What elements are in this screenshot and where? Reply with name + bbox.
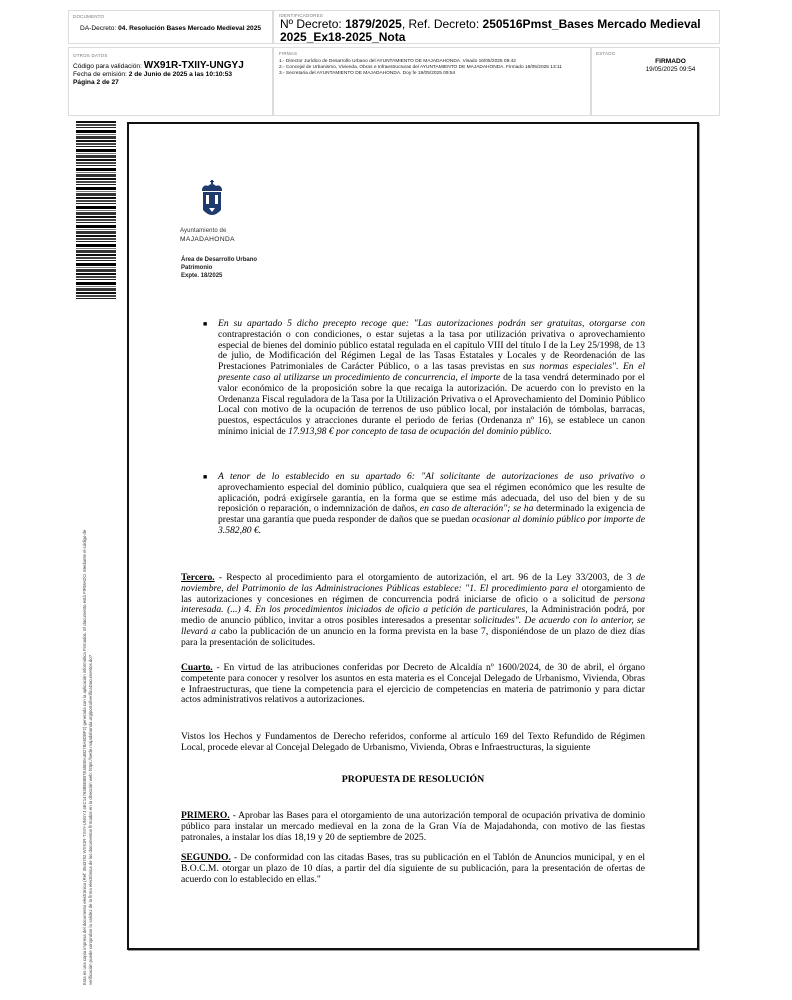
dept-name: Patrimonio [181, 265, 213, 271]
validation-code: WX91R-TXIIY-UNGYJ [143, 60, 244, 71]
side-text-line-2: verificación puede comprobar la validez de la firma electrónica de los documentos firmados en la dirección web: https://sede.majadahonda.org/portal/verificaDocumentos.do? [87, 654, 93, 985]
paragraph-vistos: Vistos los Hechos y Fundamentos de Derecho referidos, conforme al artículo 169 del Texto Refundido de Régimen Local, procede elevar al Concejal Delegado de Urbanismo, Vivienda, Obras e Infraestructuras, la siguiente [181, 731, 645, 753]
text-span: de la tasa vendrá determinado por el valor económico de la proposición sobre la que recaiga la autorización. De acuerdo con lo previsto en la Ordenanza Fiscal reguladora de la Tasa por la Utilización Privativa o el Aprovechamiento del Dominio Público Local con motivo de la ocupación de terrenos de uso público local, por instalación de tómbolas, barracas, puestos, espectáculos y atracciones durante el periodo de ferias (Ordenanza nº 16), se establece un canon mínimo inicial de [218, 371, 645, 437]
municipal-crest-icon [200, 180, 224, 220]
text-span: - Respecto al procedimiento para el otorgamiento de autorización, el art. 96 de la Ley 33/2003, de 3 [214, 572, 636, 583]
side-text-line-1: Esta es una copia impresa del documento electrónico (Ref: 3543752 WX91R-TXIIY-UNGYJ 4EC14763B5E8B7E45EBA4B27BA8DBF2) generada con la aplicación informática Firmadoc. El documento está FIRMADO. Mediante el código de [82, 529, 87, 985]
codigo-prefix: Código para validación: [73, 63, 144, 70]
primero-label: PRIMERO. [181, 810, 230, 821]
estado-label: ESTADO [596, 51, 616, 56]
logo-text-majadahonda: MAJADAHONDA [180, 236, 235, 243]
text-span: sus normas especiales". En el presente caso al utilizarse un procedimiento de concurrencia, el importe [218, 361, 645, 383]
otros-datos-content [73, 62, 244, 87]
ref-value: 250516Pmst_Bases Mercado Medieval 2025_Ex18-2025_Nota [280, 17, 701, 44]
status-badge: FIRMADO [655, 58, 686, 65]
otros-datos-label: OTROS DATOS [73, 53, 108, 58]
text-span: aprovechamiento especial del dominio público, cualquiera que sea el régimen económico que les resulte de aplicación, podrá exigírsele garantía, en la forma que se estime más adecuada, del uso del bien y de su reposición o reparación, o indemnización de daños, [218, 481, 645, 515]
cuarto-label: Cuarto. [181, 662, 213, 673]
page-number: Página 2 de 27 [73, 79, 119, 86]
firmas-label: FIRMAS [279, 51, 298, 56]
emission-date: 2 de Junio de 2025 a las 10:10:53 [128, 71, 233, 78]
tercero-label: Tercero. [181, 572, 215, 583]
text-span: persona interesada. (...) 4. En los procedimientos iniciados de oficio a petición de particulares, [181, 593, 645, 616]
decreto-number: 1879/2025 [345, 17, 402, 31]
text-span: - Aprobar las Bases para el otorgamiento de una autorización temporal de ocupación privativa de dominio público para instalar un mercado medieval en la zona de la Gran Vía de Majadahonda, con motivo de las fiestas patronales, a instalar los días 18,19 y 20 de septiembre de 2025. [181, 810, 645, 843]
barcode [76, 121, 116, 299]
fecha-prefix: Fecha de emisión: [73, 71, 129, 78]
area-name: Área de Desarrollo Urbano [181, 257, 258, 263]
decreto-prefix: Nº Decreto: [280, 17, 346, 31]
status-date: 19/05/2025 09:54 [645, 66, 696, 73]
identificadores-box [273, 10, 720, 44]
documento-box [68, 10, 273, 44]
segundo-label: SEGUNDO. [181, 852, 231, 863]
text-span: ocasionar al dominio público por importe de 3.582,80 €. [218, 514, 645, 536]
ref-prefix: , Ref. Decreto: [401, 17, 483, 31]
text-span: cabo la publicación de un anuncio en la forma prevista en la base 7, disponiéndose de un plazo de diez días para la presentación de solicitudes. [181, 625, 645, 648]
text-span: de noviembre, del Patrimonio de las Administraciones Públicas establece: "1. El procedimiento para el [181, 572, 645, 594]
paragraph-primero [181, 811, 645, 843]
otros-datos-box [68, 47, 273, 116]
identificadores-label: IDENTIFICADORES [279, 13, 324, 18]
paragraph-cuarto [181, 663, 645, 706]
department-info [181, 256, 257, 280]
documento-label: DOCUMENTO [73, 14, 105, 19]
bullet-icon: ■ [203, 474, 208, 481]
logo-text-ayuntamiento: Ayuntamiento de [180, 228, 227, 234]
firmas-list [279, 59, 589, 77]
paragraph-tercero [181, 573, 645, 649]
paragraph-apartado-6 [218, 472, 645, 537]
text-span: En su apartado 5 dicho precepto recoge que: "Las autorizaciones podrán ser gratuitas, otorgarse con [218, 318, 645, 329]
firma-item: 1.- Director Jurídico de Desarrollo Urbano del AYUNTAMIENTO DE MAJADAHONDA. Visado 16/05/2025 09:42 [279, 59, 516, 64]
text-span: en caso de alteración"; se ha [419, 503, 534, 515]
text-span: contraprestación o con condiciones, o estar sujetas a la tasa por utilización privativa o aprovechamiento especial de bienes del dominio público estatal regulada en el capítulo VIII del título I de la Ley 25/1998, de 13 de julio, de Modificación del Régimen Legal de las Tasas Estatales y Locales y de Reordenación de las Prestaciones Patrimoniales de Carácter Público, o a las tasas previstas en [218, 328, 645, 373]
documento-prefix: DA-Decreto: [80, 25, 119, 32]
text-span: - En virtud de las atribuciones conferidas por Decreto de Alcaldía nº 1600/2024, de 30 de abril, el órgano competente para conocer y resolver los asuntos en esta materia es el Concejal Delegado de Urbanismo, Vivienda, Obras e Infraestructuras, que tiene la competencia para el ejercicio de competencias en materia de patrimonio y para dictar actos administrativos relativos a autorizaciones. [181, 662, 645, 706]
documento-title [80, 24, 265, 33]
text-span: A tenor de lo establecido en su apartado 6: "Al solicitante de autorizaciones de uso privativo o [218, 471, 645, 482]
decreto-identifier [280, 18, 710, 44]
documento-title-value: 04. Resolución Bases Mercado Medieval 2025 [118, 25, 262, 32]
estado-box [591, 47, 720, 116]
paragraph-segundo [181, 853, 645, 885]
paragraph-apartado-5 [218, 319, 645, 438]
firma-item: 3.- Secretaria del AYUNTAMIENTO DE MAJADAHONDA. Doy fe 19/05/2025 09:54 [279, 71, 456, 76]
firma-item: 2.- Concejal de Urbanismo, Vivienda, Obras e Infraestructuras del AYUNTAMIENTO DE MAJADAHONDA. Firmado 18/05/2025 13:11 [279, 65, 562, 70]
text-span: otorgamiento de las autorizaciones y concesiones en régimen de concurrencia podrá iniciarse de oficio o a solicitud de [181, 582, 645, 605]
firmas-box [273, 47, 591, 116]
text-span: - De conformidad con las citadas Bases, tras su publicación en el Tablón de Anuncios municipal, y en el B.O.C.M. otorgar un plazo de 10 días, a partir del día siguiente de su publicación, para la presentación de ofertas de acuerdo con lo establecido en ellas." [181, 852, 645, 885]
propuesta-heading: PROPUESTA DE RESOLUCIÓN [341, 774, 485, 785]
bullet-icon: ■ [203, 321, 208, 328]
expediente-number: Expte. 18/2025 [181, 273, 223, 279]
verification-side-text [82, 295, 93, 985]
text-span: la Administración podrá, por medio de anuncio público, invitar a otros posibles interesados a presentar [181, 604, 646, 627]
text-span: 17.913,98 € por concepto de tasa de ocupación del dominio público. [288, 425, 552, 437]
text-span: solicitudes". De acuerdo con lo anterior, se llevará a [181, 615, 645, 637]
text-span: determinado la exigencia de prestar una garantía que pueda responder de daños que se puedan [218, 503, 645, 526]
